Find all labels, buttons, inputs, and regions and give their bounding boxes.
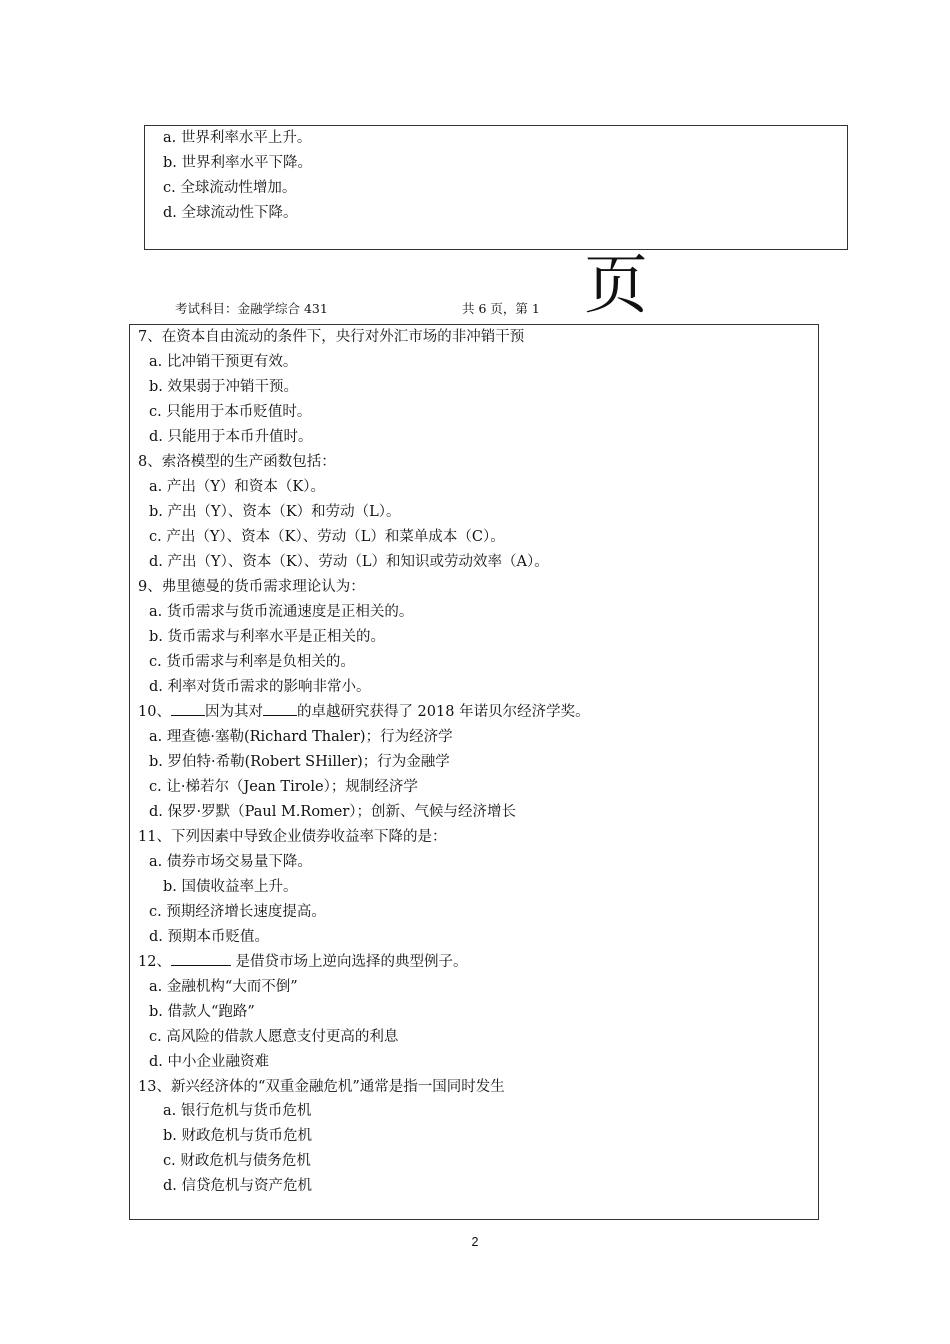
q9-option-c: c. 货币需求与利率是负相关的。 [149, 654, 355, 670]
q12-option-c: c. 高风险的借款人愿意支付更高的利息 [149, 1029, 399, 1045]
page-char: 页 [584, 249, 648, 323]
q8-option-c: c. 产出（Y）、资本（K）、劳动（L）和菜单成本（C）。 [149, 529, 505, 545]
q10-text-end: 的卓越研究获得了 2018 年诺贝尔经济学奖。 [296, 704, 590, 720]
q12-option-a: a. 金融机构“大而不倒” [149, 979, 298, 995]
q12-option-b: b. 借款人“跑路” [149, 1004, 255, 1020]
answer-blank [171, 702, 205, 716]
option-d: d. 全球流动性下降。 [163, 205, 298, 221]
answer-blank [171, 952, 231, 966]
q13-option-a: a. 银行危机与货币危机 [163, 1103, 312, 1119]
q11-option-c: c. 预期经济增长速度提高。 [149, 904, 326, 920]
option-c: c. 全球流动性增加。 [163, 180, 297, 196]
q13-option-b: b. 财政危机与货币危机 [163, 1128, 312, 1144]
q9-option-b: b. 货币需求与利率水平是正相关的。 [149, 629, 385, 645]
q11-option-b: b. 国债收益率上升。 [163, 879, 298, 895]
q10-option-c: c. 让·梯若尔（Jean Tirole）；规制经济学 [149, 779, 418, 795]
q12-text: 是借贷市场上逆向选择的典型例子。 [230, 954, 468, 970]
q10-option-a: a. 理查德·塞勒(Richard Thaler)；行为经济学 [149, 729, 453, 745]
q9-option-a: a. 货币需求与货币流通速度是正相关的。 [149, 604, 414, 620]
page-number: 2 [471, 1235, 479, 1249]
q11-option-d: d. 预期本币贬值。 [149, 929, 269, 945]
page-count: 共 6 页，第 1 [462, 301, 540, 316]
q8-option-a: a. 产出（Y）和资本（K）。 [149, 479, 326, 495]
q7-option-d: d. 只能用于本币升值时。 [149, 429, 313, 445]
exam-subject: 考试科目：金融学综合 431 [175, 301, 328, 316]
option-b: b. 世界利率水平下降。 [163, 155, 312, 171]
q12-number: 12、 [138, 954, 171, 970]
question-7-stem: 7、在资本自由流动的条件下，央行对外汇市场的非冲销干预 [138, 329, 525, 345]
question-11-stem: 11、下列因素中导致企业债券收益率下降的是： [138, 829, 447, 845]
q8-option-d: d. 产出（Y）、资本（K）、劳动（L）和知识或劳动效率（A）。 [149, 554, 549, 570]
q10-option-b: b. 罗伯特·希勒(Robert SHiller)；行为金融学 [149, 754, 450, 770]
question-12-stem [138, 952, 468, 972]
q7-option-a: a. 比冲销干预更有效。 [149, 354, 298, 370]
q7-option-b: b. 效果弱于冲销干预。 [149, 379, 298, 395]
q10-text-middle: 因为其对 [204, 704, 263, 720]
q7-option-c: c. 只能用于本币贬值时。 [149, 404, 312, 420]
q13-option-c: c. 财政危机与债务危机 [163, 1153, 311, 1169]
q13-option-d: d. 信贷危机与资产危机 [163, 1178, 312, 1194]
question-9-stem: 9、弗里德曼的货币需求理论认为： [138, 579, 365, 595]
q11-option-a: a. 债券市场交易量下降。 [149, 854, 312, 870]
q10-option-d: d. 保罗·罗默（Paul M.Romer）；创新、气候与经济增长 [149, 804, 517, 820]
question-13-stem: 13、新兴经济体的“双重金融危机”通常是指一国同时发生 [138, 1079, 505, 1095]
question-8-stem: 8、索洛模型的生产函数包括： [138, 454, 336, 470]
question-10-stem [138, 702, 590, 722]
q12-option-d: d. 中小企业融资难 [149, 1054, 269, 1070]
answer-blank [263, 702, 297, 716]
q9-option-d: d. 利率对货币需求的影响非常小。 [149, 679, 371, 695]
option-a: a. 世界利率水平上升。 [163, 130, 312, 146]
q10-number: 10、 [138, 704, 171, 720]
q8-option-b: b. 产出（Y）、资本（K）和劳动（L）。 [149, 504, 401, 520]
